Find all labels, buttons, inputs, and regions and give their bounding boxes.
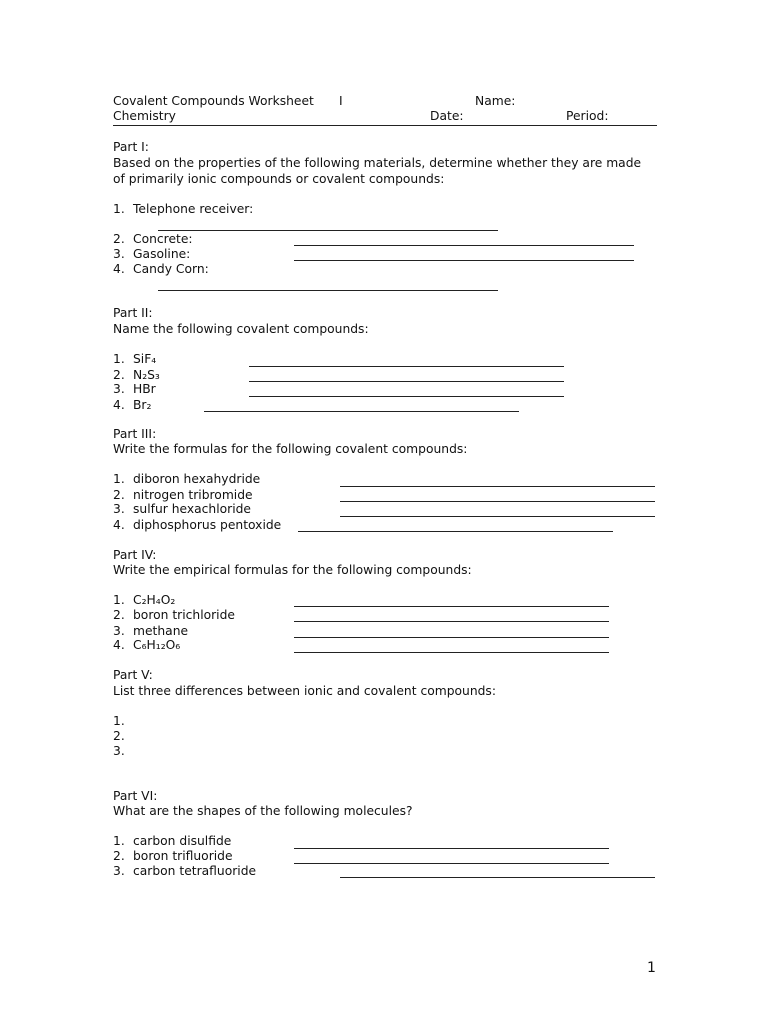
part1-item-2: 2. Concrete: (113, 232, 193, 246)
worksheet-title: Covalent Compounds Worksheet (113, 94, 314, 108)
part6-item-3: 3. carbon tetrafluoride (113, 864, 257, 878)
part3-instruction: Write the formulas for the following covalent compounds: (113, 442, 468, 456)
part3-answer-line-1[interactable] (340, 486, 655, 487)
part4-item-3: 3. methane (113, 624, 189, 638)
part2-item-1: 1. SiF₄ (113, 352, 157, 366)
part2-answer-line-4[interactable] (204, 411, 519, 412)
part4-item-4: 4. C₆H₁₂O₆ (113, 638, 181, 652)
part2-answer-line-2[interactable] (249, 381, 564, 382)
part5-heading: Part V: (113, 668, 153, 682)
part1-item-3: 3. Gasoline: (113, 247, 191, 261)
date-label: Date: (430, 109, 464, 123)
part6-heading: Part VI: (113, 789, 158, 803)
part3-answer-line-3[interactable] (340, 516, 655, 517)
part2-item-3: 3. HBr (113, 382, 156, 396)
part4-answer-line-3[interactable] (294, 637, 609, 638)
part6-answer-line-3[interactable] (340, 877, 655, 878)
part4-heading: Part IV: (113, 548, 157, 562)
part3-answer-line-4[interactable] (298, 531, 613, 532)
part2-item-4: 4. Br₂ (113, 398, 152, 412)
period-label: Period: (566, 109, 609, 123)
part1-answer-line-2[interactable] (294, 245, 634, 246)
part4-answer-line-4[interactable] (294, 652, 609, 653)
part4-answer-line-2[interactable] (294, 621, 609, 622)
part2-answer-line-1[interactable] (249, 366, 564, 367)
subject-label: Chemistry (113, 109, 176, 123)
part1-answer-line-1[interactable] (158, 230, 498, 231)
part2-heading: Part II: (113, 306, 153, 320)
part6-answer-line-2[interactable] (294, 863, 609, 864)
part5-instruction: List three differences between ionic and covalent compounds: (113, 684, 496, 698)
part5-item-2: 2. (113, 729, 125, 743)
part6-instruction: What are the shapes of the following molecules? (113, 804, 413, 818)
part3-item-4: 4. diphosphorus pentoxide (113, 518, 282, 532)
part4-instruction: Write the empirical formulas for the following compounds: (113, 563, 472, 577)
part4-answer-line-1[interactable] (294, 606, 609, 607)
part1-heading: Part I: (113, 140, 149, 154)
part3-item-1: 1. diboron hexahydride (113, 472, 261, 486)
part5-item-1: 1. (113, 714, 125, 728)
part3-item-3: 3. sulfur hexachloride (113, 502, 251, 516)
header-marker: I (339, 94, 343, 108)
part1-answer-line-3[interactable] (294, 260, 634, 261)
part3-heading: Part III: (113, 427, 157, 441)
part2-answer-line-3[interactable] (249, 396, 564, 397)
part2-instruction: Name the following covalent compounds: (113, 322, 369, 336)
part6-item-1: 1. carbon disulfide (113, 834, 232, 848)
part6-item-2: 2. boron trifluoride (113, 849, 233, 863)
part2-item-2: 2. N₂S₃ (113, 368, 160, 382)
part1-item-1: 1. Telephone receiver: (113, 202, 254, 216)
header-rule (113, 125, 657, 126)
part1-instruction-line1: Based on the properties of the following materials, determine whether they are made (113, 156, 642, 170)
part5-item-3: 3. (113, 744, 125, 758)
part4-item-2: 2. boron trichloride (113, 608, 235, 622)
part1-answer-line-4[interactable] (158, 290, 498, 291)
name-label: Name: (475, 94, 516, 108)
part1-item-4: 4. Candy Corn: (113, 262, 209, 276)
part1-instruction-line2: of primarily ionic compounds or covalent compounds: (113, 172, 445, 186)
part3-item-2: 2. nitrogen tribromide (113, 488, 253, 502)
page-number: 1 (647, 960, 656, 976)
part4-item-1: 1. C₂H₄O₂ (113, 593, 176, 607)
part3-answer-line-2[interactable] (340, 501, 655, 502)
part6-answer-line-1[interactable] (294, 848, 609, 849)
